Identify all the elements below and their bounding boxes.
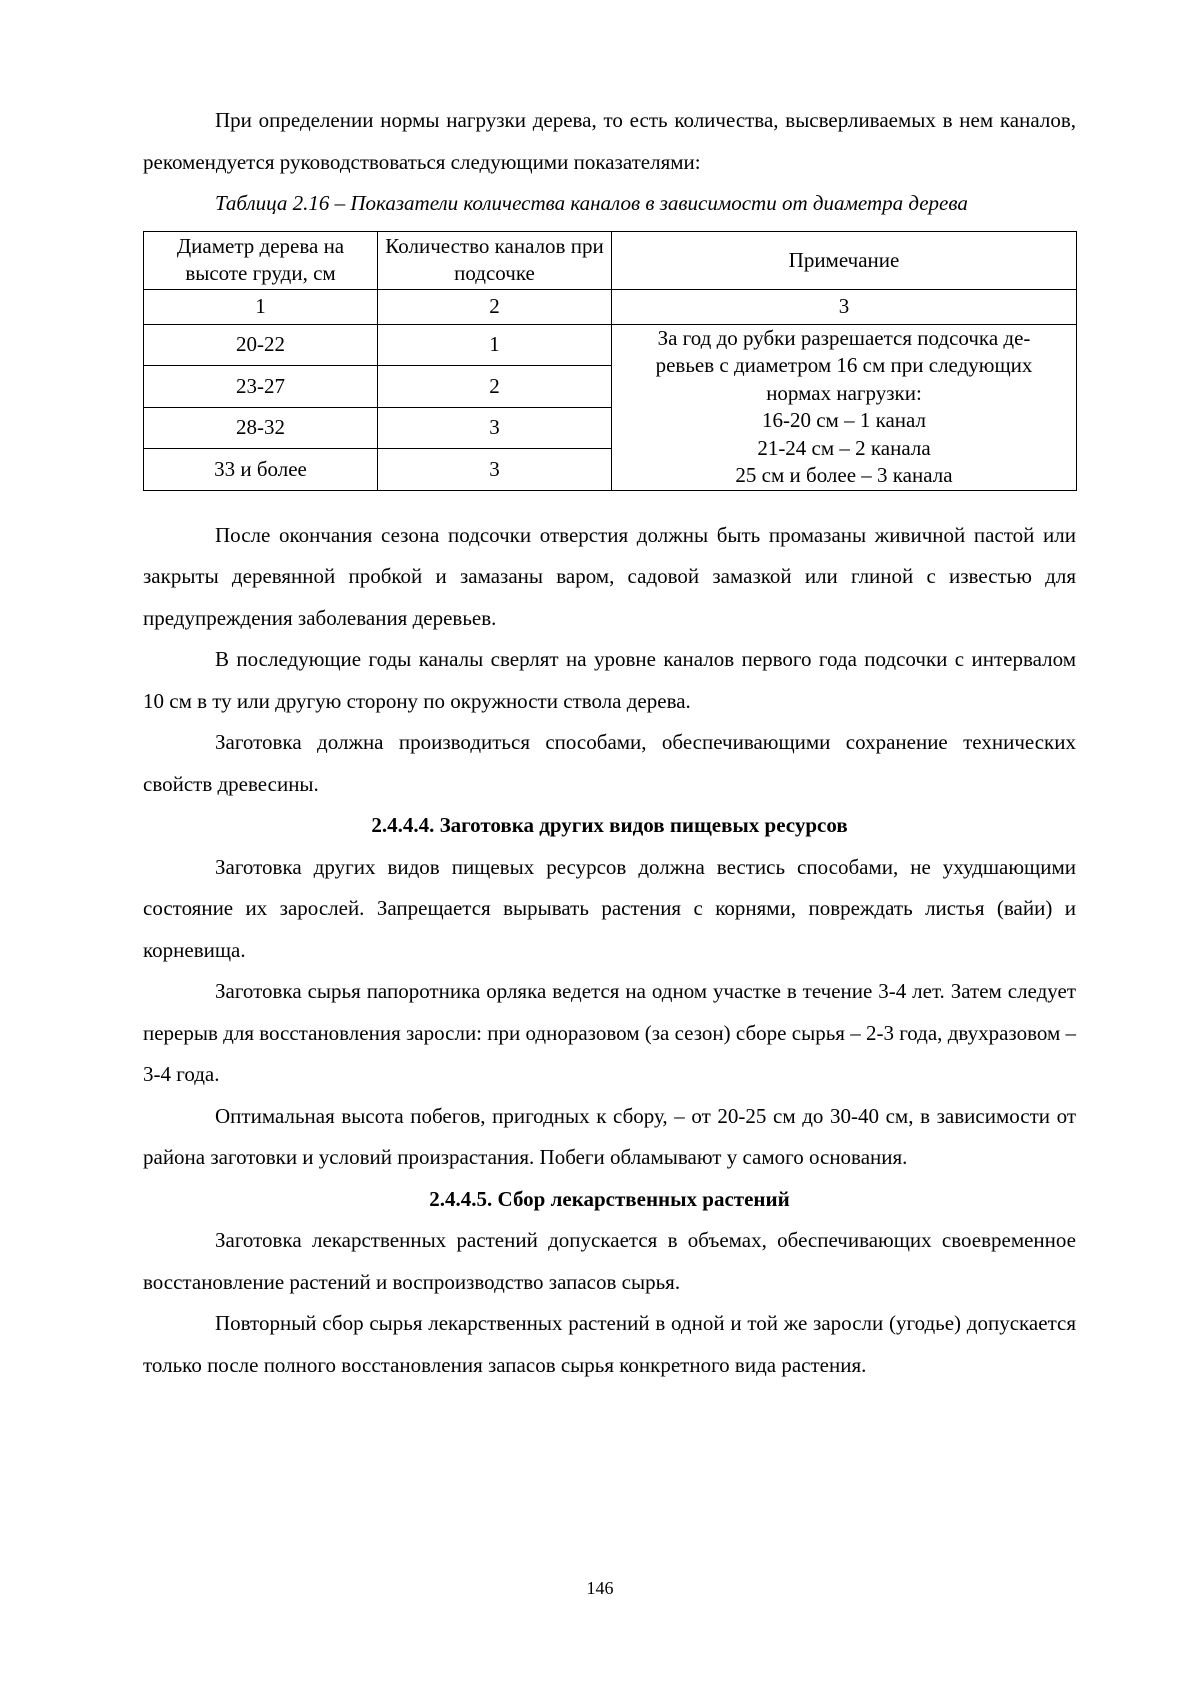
note-line: нормах нагрузки: <box>766 380 922 405</box>
note-line: 16-20 см – 1 канал <box>761 408 927 432</box>
section-heading: 2.4.4.4. Заготовка других видов пищевых ресурсов <box>371 813 848 837</box>
note-line: 21-24 см – 2 канала <box>757 435 931 460</box>
body-paragraph: Заготовка сырья папоротника орляка ведется на одном участке в течение 3-4 лет. Затем следует перерыв для восстановления заросли: при одноразовом (за сезон) сборе сырья – 2-3 года, двухразовом – 3-4 года. <box>143 979 1076 1086</box>
header-channels: Количество каналов при подсочке <box>378 231 612 289</box>
note-line: 25 см и более – 3 канала <box>735 463 953 487</box>
table-header-row <box>144 231 1077 289</box>
page-number: 146 <box>586 1578 614 1598</box>
body-paragraph: В последующие годы каналы сверлят на уровне каналов первого года подсочки с интервалом 10 см в ту или другую сторону по окружности ствола дерева. <box>143 647 1076 713</box>
table-number-row <box>144 289 1077 324</box>
page-content <box>143 100 1076 1386</box>
intro-paragraph: При определении нормы нагрузки дерева, то есть количества, высверливаемых в нем каналов, рекомендуется руководствоваться следующими показателями: <box>143 108 1076 174</box>
channels-cell: 1 <box>378 324 612 366</box>
channels-cell: 3 <box>378 449 612 491</box>
note-cell <box>612 324 1077 490</box>
body-paragraph: Заготовка должна производиться способами, обеспечивающими сохранение технических свойств древесины. <box>143 730 1076 796</box>
section-heading: 2.4.4.5. Сбор лекарственных растений <box>429 1186 790 1211</box>
channels-cell: 2 <box>378 366 612 408</box>
table-caption: Таблица 2.16 – Показатели количества каналов в зависимости от диаметра дерева <box>215 191 968 215</box>
table-row <box>144 324 1077 366</box>
body-paragraph: Заготовка других видов пищевых ресурсов должна вестись способами, не ухудшающими состояние их зарослей. Запрещается вырывать растения с корнями, повреждать листья (вайи) и корневища. <box>143 854 1076 962</box>
diameter-cell: 23-27 <box>144 366 378 408</box>
body-paragraph: Заготовка лекарственных растений допускается в объемах, обеспечивающих своевременное восстановление растений и воспроизводство запасов сырья. <box>143 1228 1076 1294</box>
channels-table <box>143 231 1077 491</box>
channels-cell: 3 <box>378 407 612 449</box>
diameter-cell: 28-32 <box>144 407 378 449</box>
header-diameter: Диаметр дерева на высоте груди, см <box>144 231 378 289</box>
note-line: ревьев с диаметром 16 см при следующих <box>655 353 1033 377</box>
column-number: 2 <box>378 289 612 324</box>
body-paragraph: Оптимальная высота побегов, пригодных к сбору, – от 20-25 см до 30-40 см, в зависимости от района заготовки и условий произрастания. Побеги обламывают у самого основания. <box>143 1103 1076 1169</box>
column-number: 1 <box>144 289 378 324</box>
header-note: Примечание <box>612 231 1077 289</box>
note-line: За год до рубки разрешается подсочка де- <box>657 325 1031 350</box>
diameter-cell: 20-22 <box>144 324 378 366</box>
body-paragraph: После окончания сезона подсочки отверстия должны быть промазаны живичной пастой или закрыты деревянной пробкой и замазаны варом, садовой замазкой или глиной с известью для предупреждения заболевания деревьев. <box>143 522 1076 630</box>
body-paragraph: Повторный сбор сырья лекарственных растений в одной и той же заросли (угодье) допускается только после полного восстановления запасов сырья конкретного вида растения. <box>143 1311 1076 1377</box>
diameter-cell: 33 и более <box>144 449 378 491</box>
column-number: 3 <box>612 289 1077 324</box>
